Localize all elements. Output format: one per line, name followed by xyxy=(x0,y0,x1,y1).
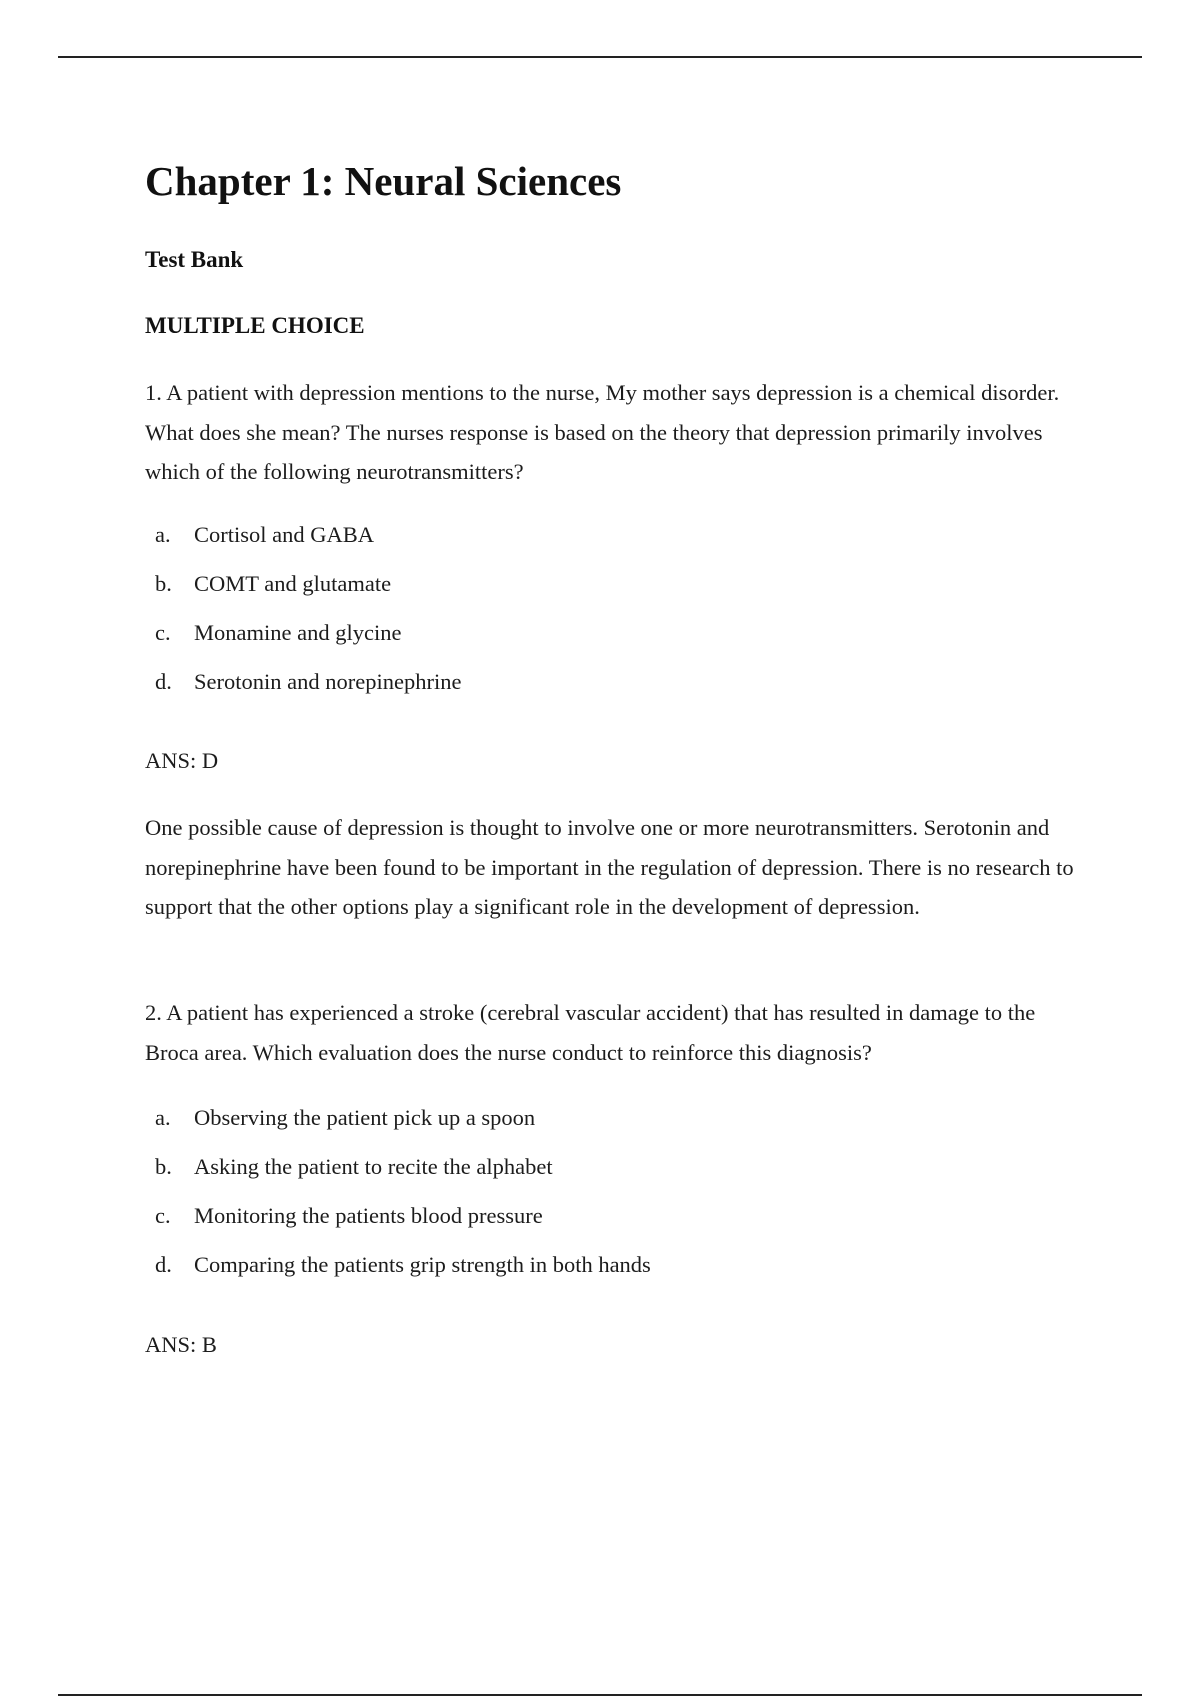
question-2-answer: ANS: B xyxy=(145,1332,217,1357)
option-text: Cortisol and GABA xyxy=(194,522,374,547)
option-letter: a. xyxy=(155,522,171,547)
option-letter: d. xyxy=(155,669,172,694)
question-1-options xyxy=(155,520,461,716)
option-letter: c. xyxy=(155,620,171,645)
option-text: COMT and glutamate xyxy=(194,571,392,596)
question-2-option-c xyxy=(155,1201,651,1250)
question-2-options xyxy=(155,1103,651,1299)
multiple-choice-heading: MULTIPLE CHOICE xyxy=(145,313,365,338)
option-text: Serotonin and norepinephrine xyxy=(194,669,462,694)
question-1-option-c xyxy=(155,618,461,667)
question-2-option-a xyxy=(155,1103,651,1152)
question-1-option-b xyxy=(155,569,461,618)
question-1-rationale: One possible cause of depression is thought to involve one or more neurotransmitters. Serotonin and norepinephrine have been found to be important in the regulation of depression. There is no research to support that the other options play a significant role in the development of depression. xyxy=(145,815,1074,919)
question-1-option-a xyxy=(155,520,461,569)
option-text: Asking the patient to recite the alphabet xyxy=(194,1154,553,1179)
question-1-option-d xyxy=(155,667,461,716)
question-1-answer: ANS: D xyxy=(145,748,219,773)
option-letter: d. xyxy=(155,1252,172,1277)
option-letter: b. xyxy=(155,571,172,596)
option-text: Monitoring the patients blood pressure xyxy=(194,1203,543,1228)
option-letter: a. xyxy=(155,1105,171,1130)
test-bank-label: Test Bank xyxy=(145,247,244,272)
option-text: Observing the patient pick up a spoon xyxy=(194,1105,536,1130)
option-text: Monamine and glycine xyxy=(194,620,402,645)
question-1-stem: 1. A patient with depression mentions to the nurse, My mother says depression is a chemical disorder. What does she mean? The nurses response is based on the theory that depression primarily involves which of the following neurotransmitters? xyxy=(145,380,1060,484)
question-2-stem: 2. A patient has experienced a stroke (cerebral vascular accident) that has resulted in damage to the Broca area. Which evaluation does the nurse conduct to reinforce this diagnosis? xyxy=(145,1000,1036,1065)
bottom-divider xyxy=(58,1694,1142,1696)
question-2-option-b xyxy=(155,1152,651,1201)
option-letter: c. xyxy=(155,1203,171,1228)
option-letter: b. xyxy=(155,1154,172,1179)
top-divider xyxy=(58,56,1142,58)
option-text: Comparing the patients grip strength in both hands xyxy=(194,1252,651,1277)
question-2-option-d xyxy=(155,1250,651,1299)
chapter-title: Chapter 1: Neural Sciences xyxy=(145,158,622,204)
